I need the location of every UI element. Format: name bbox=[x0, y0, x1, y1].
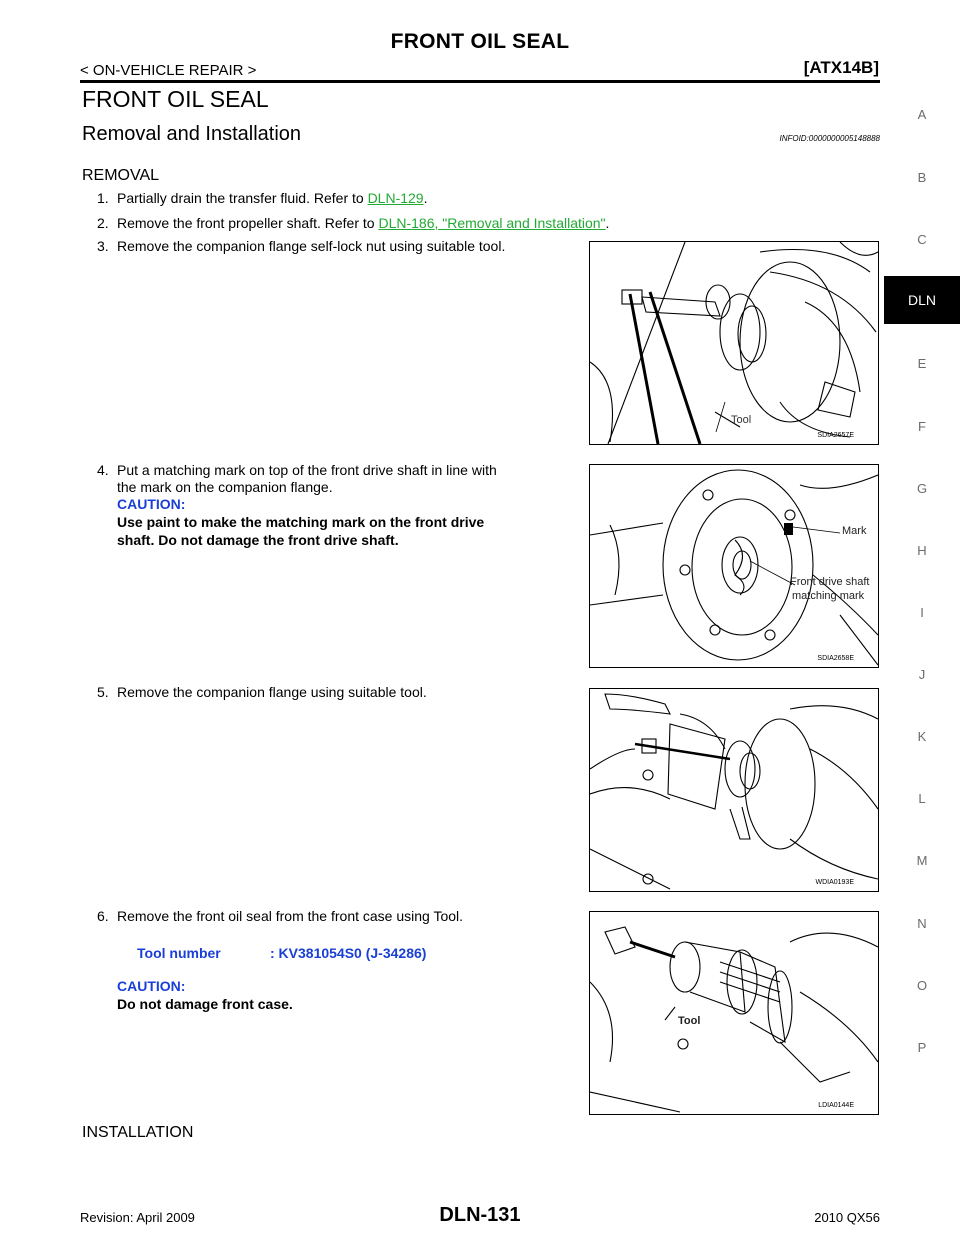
step-4-caution-label: CAUTION: bbox=[117, 496, 186, 512]
step-1: 1. Partially drain the transfer fluid. Refer to DLN-129. bbox=[97, 190, 428, 206]
step-2: 2. Remove the front propeller shaft. Refer to DLN-186, "Removal and Installation". bbox=[97, 215, 610, 231]
figure-matching-mark bbox=[589, 464, 879, 668]
footer-model: 2010 QX56 bbox=[814, 1210, 880, 1225]
figure-4-illustration bbox=[590, 912, 878, 1114]
side-tab-h[interactable]: H bbox=[917, 543, 927, 558]
header-divider bbox=[80, 80, 880, 83]
side-tab-e[interactable]: E bbox=[917, 356, 927, 371]
figure-companion-flange-removal bbox=[589, 688, 879, 892]
figure-4-label-tool: Tool bbox=[678, 1015, 701, 1027]
step-3: 3. Remove the companion flange self-lock nut using suitable tool. bbox=[97, 238, 506, 254]
step-4-caution-line2: shaft. Do not damage the front drive shaft. bbox=[117, 532, 399, 548]
figure-1-label-tool: Tool bbox=[731, 414, 752, 426]
footer-page-number: DLN-131 bbox=[439, 1204, 521, 1226]
side-tab-m[interactable]: M bbox=[916, 853, 928, 868]
info-id: INFOID:0000000005148888 bbox=[779, 134, 880, 143]
figure-1-code: SDIA2657E bbox=[817, 432, 854, 439]
side-tab-p[interactable]: P bbox=[917, 1040, 927, 1055]
tool-number-row bbox=[137, 945, 426, 961]
figure-2-code: SDIA2658E bbox=[817, 655, 854, 662]
figure-3-code: WDIA0193E bbox=[815, 879, 854, 886]
header-category: < ON-VEHICLE REPAIR > bbox=[80, 62, 257, 79]
link-dln-129[interactable]: DLN-129 bbox=[367, 190, 424, 206]
header-model-code: [ATX14B] bbox=[803, 58, 879, 77]
figure-2-label-mark: Mark bbox=[842, 525, 867, 537]
link-dln-186[interactable]: DLN-186, "Removal and Installation" bbox=[378, 215, 606, 231]
footer-revision: Revision: April 2009 bbox=[80, 1210, 195, 1225]
tool-number-value: : KV381054S0 (J-34286) bbox=[270, 945, 427, 961]
page-header-title: FRONT OIL SEAL bbox=[390, 30, 570, 53]
side-tab-k[interactable]: K bbox=[917, 729, 927, 744]
tool-number-label: Tool number bbox=[137, 945, 221, 961]
side-tab-a[interactable]: A bbox=[917, 107, 927, 122]
step-5: 5. Remove the companion flange using suitable tool. bbox=[97, 684, 427, 700]
step-6-caution-text: Do not damage front case. bbox=[117, 996, 293, 1012]
figure-2-illustration bbox=[590, 465, 878, 667]
side-tab-b[interactable]: B bbox=[917, 170, 927, 185]
figure-2-label-front-drive-shaft: Front drive shaft matching mark bbox=[790, 576, 870, 602]
figure-4-code: LDIA0144E bbox=[818, 1102, 854, 1109]
installation-heading: INSTALLATION bbox=[82, 1124, 194, 1141]
step-4: 4. Put a matching mark on top of the front drive shaft in line with the mark on the companion flange. CAUTION: Use paint to make the matching mark on the front drive shaft. Do not damage the front drive shaft. bbox=[97, 462, 577, 549]
step-6: 6. Remove the front oil seal from the front case using Tool. bbox=[97, 908, 464, 924]
side-tab-n[interactable]: N bbox=[917, 916, 927, 931]
side-tab-dln[interactable]: DLN bbox=[884, 276, 960, 324]
side-tab-o[interactable]: O bbox=[916, 978, 928, 993]
side-tab-c[interactable]: C bbox=[917, 232, 927, 247]
side-tab-f[interactable]: F bbox=[918, 419, 926, 434]
side-tab-i[interactable]: I bbox=[920, 605, 924, 620]
figure-3-illustration bbox=[590, 689, 878, 891]
figure-front-oil-seal-removal bbox=[589, 911, 879, 1115]
side-tab-l[interactable]: L bbox=[918, 791, 926, 806]
section-title: FRONT OIL SEAL bbox=[82, 86, 269, 112]
side-tab-g[interactable]: G bbox=[916, 481, 928, 496]
side-tab-j[interactable]: J bbox=[918, 667, 926, 682]
removal-heading: REMOVAL bbox=[82, 167, 160, 184]
step-4-caution-line1: Use paint to make the matching mark on the front drive bbox=[117, 514, 485, 530]
figure-companion-nut-removal bbox=[589, 241, 879, 445]
section-subtitle: Removal and Installation bbox=[82, 123, 302, 145]
step-6-caution-label: CAUTION: bbox=[117, 978, 186, 994]
